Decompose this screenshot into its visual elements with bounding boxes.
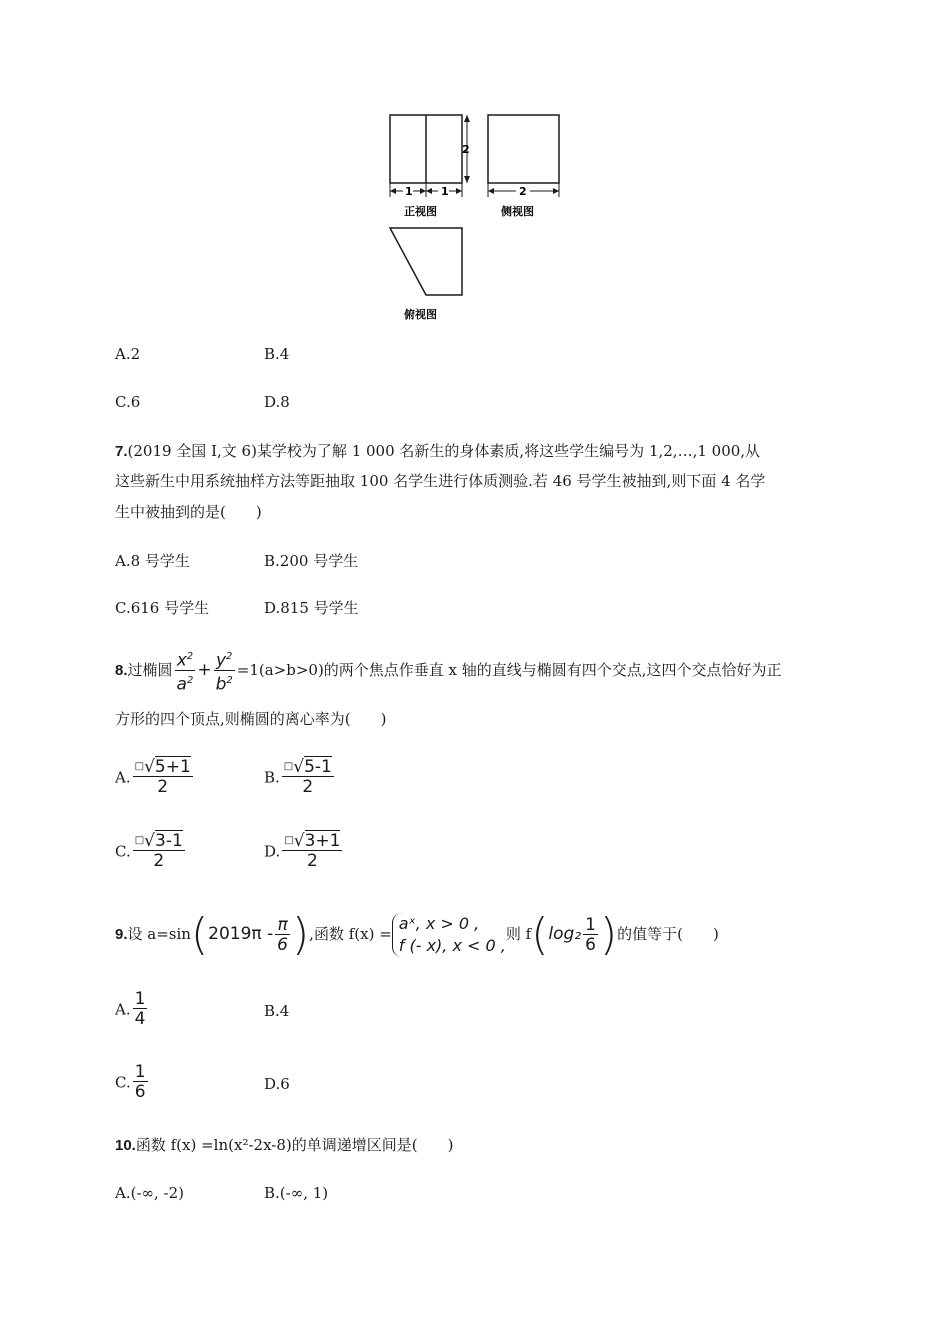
q9-option-a: A. $\frac{1}{4}$: [115, 989, 146, 1029]
q7-option-d: D.815 号学生: [264, 599, 359, 617]
dim-side: 2: [519, 185, 527, 198]
q9-pi-frac: $\frac{\pi}{6}$: [277, 914, 288, 955]
front-view-label: 正视图: [404, 205, 437, 218]
q8-option-c: C. $\frac{^□√3-1}{2}$: [115, 831, 183, 871]
top-view-label: 俯视图: [404, 308, 437, 321]
q7-option-a: A.8 号学生: [115, 552, 190, 570]
q8-prefix: 过椭圆: [127, 661, 173, 680]
q8-number: 8.: [115, 662, 128, 680]
q9-inner: 2019π -: [208, 924, 274, 944]
q9-mid: ,函数 f(x) =: [309, 925, 392, 943]
side-view-rect: [488, 115, 559, 183]
top-view-shape: [390, 228, 462, 295]
dim-1a: 1: [405, 185, 413, 198]
q10-number: 10.: [115, 1137, 136, 1154]
q7-line2: 这些新生中用系统抽样方法等距抽取 100 名学生进行体质测验.若 46 号学生被抽到,则下面 4 名学: [115, 472, 766, 490]
q6-option-b: B.4: [264, 345, 290, 363]
dim-height: 2: [462, 143, 470, 156]
q9-then: 则 f: [505, 925, 532, 943]
q7-line1: [115, 440, 760, 463]
dim-1b: 1: [441, 185, 449, 198]
q7-text-line1: (2019 全国 Ⅰ,文 6)某学校为了解 1 000 名新生的身体素质,将这些学生编号为 1,2,…,1 000,从: [127, 442, 761, 460]
q10-option-a: A.(-∞, -2): [115, 1184, 185, 1202]
three-view-figure: [380, 105, 580, 325]
q8-line1: 8.过椭圆 $\frac{x^2}{a^2}$ + $\frac{y^2}{b^2}$ =1(a>b>0)的两个焦点作垂直 x 轴的直线与椭圆有四个交点,这四个交点恰好为正: [115, 648, 782, 694]
q9-number: 9.: [115, 926, 128, 943]
q8-frac-x: $\frac{x^2}{a^2}$: [176, 650, 194, 695]
q7-number: 7.: [115, 443, 128, 460]
q9-suffix: 的值等于( ): [617, 925, 719, 943]
q9-piecewise: aˣ, x > 0 , f (- x), x < 0 ,: [392, 913, 506, 957]
q7-option-c: C.616 号学生: [115, 599, 210, 617]
q6-option-a: A.2: [115, 345, 141, 363]
q9-option-d: D.6: [264, 1075, 290, 1093]
q8-option-b: B. $\frac{^□√5-1}{2}$: [264, 757, 332, 797]
q6-option-d: D.8: [264, 393, 290, 411]
q10-text: 函数 f(x) =ln(x²-2x-8)的单调递增区间是( ): [135, 1136, 454, 1154]
height-arrow-top: [464, 115, 470, 122]
q8-line2: 方形的四个顶点,则椭圆的离心率为( ): [115, 710, 387, 728]
q8-frac-y: $\frac{y^2}{b^2}$: [215, 650, 233, 695]
q6-option-c: C.6: [115, 393, 141, 411]
q9-log-frac: $\frac{1}{6}$: [585, 914, 596, 955]
side-view-label: 侧视图: [501, 205, 534, 218]
height-arrow-bottom: [464, 176, 470, 183]
q8-option-a: A. $\frac{^□√5+1}{2}$: [115, 757, 191, 797]
q9-option-c: C. $\frac{1}{6}$: [115, 1062, 146, 1102]
q9-option-b: B.4: [264, 1002, 290, 1020]
q9-line1: 9.设 a=sin(2019π - $\frac{\pi}{6}$ ),函数 f(x) = aˣ, x > 0 , f (- x), x < 0 , 则 f(log₂ $\frac{1}{6}$ )的值等于( ): [115, 909, 719, 960]
q10-line1: [115, 1134, 453, 1157]
q9-log: log₂: [548, 924, 582, 944]
q8-option-d: D. $\frac{^□√3+1}{2}$: [264, 831, 341, 871]
q9-prefix: 设 a=sin: [127, 925, 191, 943]
q10-option-b: B.(-∞, 1): [264, 1184, 329, 1202]
q7-option-b: B.200 号学生: [264, 552, 359, 570]
q7-line3: 生中被抽到的是( ): [115, 503, 262, 521]
q8-condition: =1(a>b>0)的两个焦点作垂直 x 轴的直线与椭圆有四个交点,这四个交点恰好为正: [236, 661, 782, 680]
